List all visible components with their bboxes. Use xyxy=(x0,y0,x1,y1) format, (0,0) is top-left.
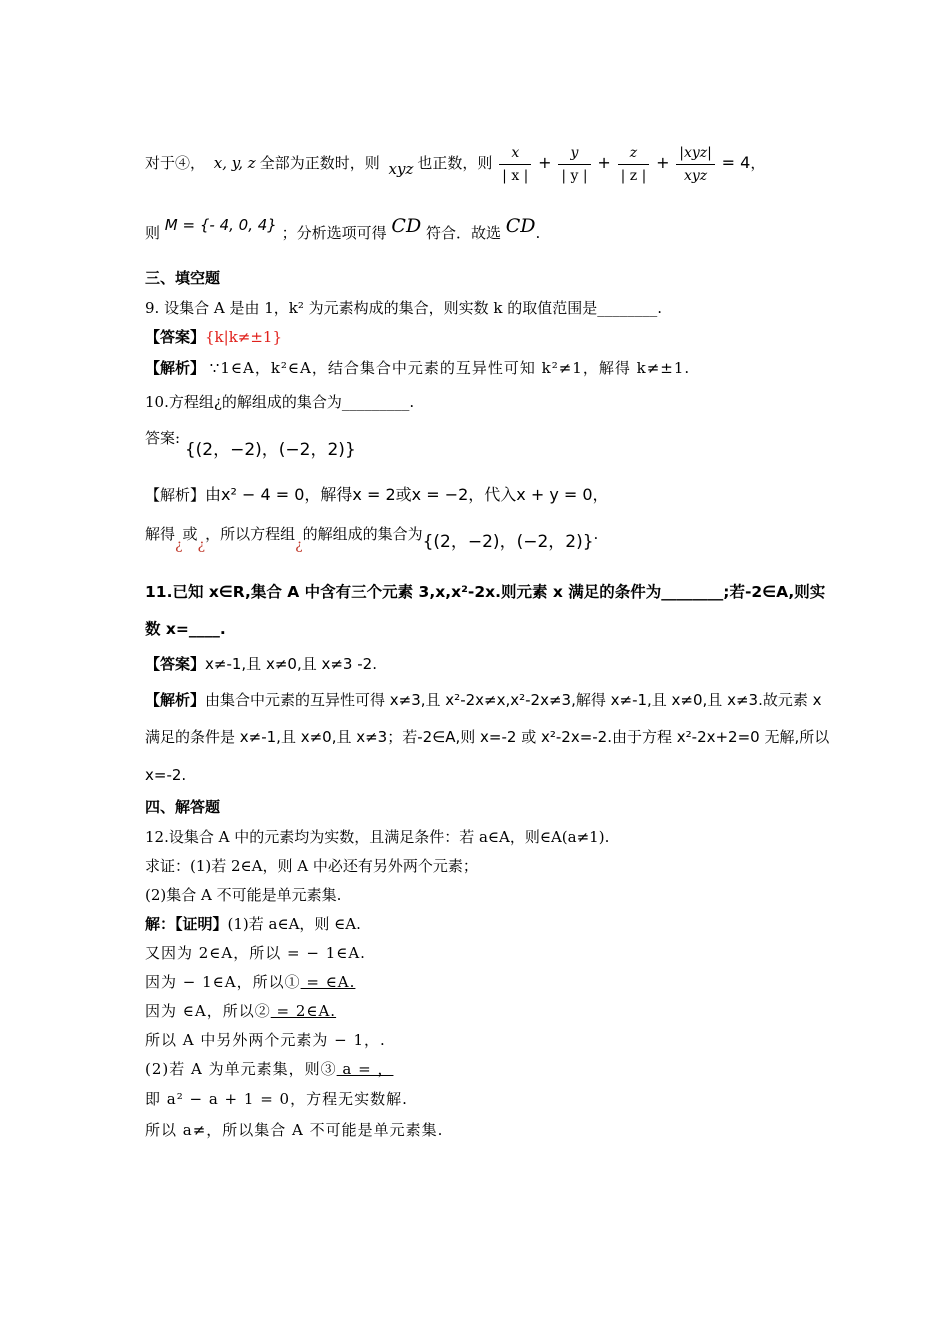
q12-l7-underline: = 2∈A. xyxy=(270,1002,337,1020)
q10-qmark: ¿ xyxy=(197,537,206,553)
q10-qmark: ¿ xyxy=(295,537,303,553)
fraction-xyz: $\frac{\text{|xyz|}}{\text{xyz}}$ xyxy=(676,142,715,187)
q10-l2c: ，所以方程组 xyxy=(205,525,296,543)
q10-l2a: 解得 xyxy=(145,525,176,543)
q12-l4-text: (1)若 a∈A，则 ∈A. xyxy=(227,915,361,933)
section-4-title: 四、解答题 xyxy=(145,798,221,816)
q12-l7 xyxy=(145,1001,336,1021)
blockM-prefix: 则 xyxy=(145,224,161,242)
q10-analysis-text: 由x² − 4 = 0，解得x = 2或x = −2，代入x + y = 0， xyxy=(205,485,609,504)
q11-analysis2: 满足的条件是 x≠-1,且 x≠0,且 x≠3；若-2∈A,则 x=-2 或 x²-2x=-2.由于方程 x²-2x+2=0 无解,所以 xyxy=(145,728,830,746)
q10-l2d: 的解组成的集合为 xyxy=(302,525,423,543)
q9-analysis-text: ∵1∈A，k²∈A，结合集合中元素的互异性可知 k²≠1，解得 k≠±1. xyxy=(209,359,691,377)
q12-l3: (2)集合 A 不可能是单元素集. xyxy=(145,886,342,904)
block4-vars: x, y, z xyxy=(213,154,256,172)
block4-mid: 全部为正数时，则 xyxy=(259,154,380,172)
q11-analysis-text1: 由集合中元素的互异性可得 x≠3,且 x²-2x≠x,x²-2x≠3,解得 x≠-1,且 x≠0,且 x≠3.故元素 x xyxy=(205,691,822,709)
q11-answer xyxy=(145,654,377,674)
q12-l11: 所以 a≠，所以集合 A 不可能是单元素集. xyxy=(145,1121,444,1139)
q9-answer-label: 【答案】 xyxy=(145,328,206,346)
q9-analysis xyxy=(145,358,690,378)
q10-qmark: ¿ xyxy=(175,537,183,553)
q12-l5: 又因为 2∈A，所以 = − 1∈A. xyxy=(145,944,366,962)
blockM-mid: ；分析选项可得 xyxy=(281,224,387,242)
q12-l9-text: (2)若 A 为单元素集，则③ xyxy=(145,1060,337,1078)
q12-l1: 12.设集合 A 中的元素均为实数，且满足条件：若 a∈A，则∈A(a≠1). xyxy=(145,828,610,846)
q11-answer-value: x≠-1,且 x≠0,且 x≠3 -2. xyxy=(205,655,377,673)
block4-eq: = 4 xyxy=(721,153,751,172)
block4-xyz: xyz xyxy=(388,160,414,178)
fraction-x: $\frac{x}{| x |}$ xyxy=(499,142,531,187)
q10-answer xyxy=(145,428,356,460)
q12-l6 xyxy=(145,972,355,992)
fraction-z: $\frac{z}{| z |}$ xyxy=(618,142,650,187)
q12-l9-underline: a = ， xyxy=(336,1060,394,1078)
fraction-y: $\frac{y}{| y |}$ xyxy=(558,142,590,187)
q10-analysis-label: 【解析】 xyxy=(145,486,206,504)
q11-line2: 数 x=____. xyxy=(145,620,226,638)
blockM-line xyxy=(145,215,541,243)
q12-l6-text: 因为 − 1∈A，所以① xyxy=(145,973,301,991)
q10-analysis xyxy=(145,485,609,505)
q9-answer-value: {k|k≠±1} xyxy=(205,328,283,346)
blockM-end: . xyxy=(535,224,541,242)
q12-l9 xyxy=(145,1059,393,1079)
q12-l7-text: 因为 ∈A，所以② xyxy=(145,1002,271,1020)
q10-line2-set: {(2，−2)，(−2，2)} xyxy=(422,532,594,552)
blockM-mid2: 符合．故选 xyxy=(425,224,501,242)
block4-prefix: 对于④， xyxy=(145,154,206,172)
q10-l2b: 或 xyxy=(182,525,198,543)
q12-l6-underline: = ∈A. xyxy=(300,973,356,991)
q10-answer-label: 答案: xyxy=(145,429,181,447)
q11-analysis1 xyxy=(145,690,821,710)
q10-answer-set: {(2，−2)，(−2，2)} xyxy=(184,440,356,460)
q12-l8: 所以 A 中另外两个元素为 − 1，. xyxy=(145,1031,386,1049)
blockM-set: M = {- 4, 0, 4} xyxy=(164,216,277,234)
q12-l4 xyxy=(145,914,361,934)
q12-solution-label: 解：【证明】 xyxy=(145,915,228,933)
q9-answer xyxy=(145,327,282,347)
section-3-title: 三、填空题 xyxy=(145,269,221,287)
q12-l2: 求证：(1)若 2∈A，则 A 中必还有另外两个元素； xyxy=(145,857,478,875)
q9-text: 9. 设集合 A 是由 1，k² 为元素构成的集合，则实数 k 的取值范围是________. xyxy=(145,299,663,317)
q10-text: 10.方程组¿的解组成的集合为_________. xyxy=(145,393,415,411)
q11-line1: 11.已知 x∈R,集合 A 中含有三个元素 3,x,x²-2x.则元素 x 满足的条件为________;若-2∈A,则实 xyxy=(145,583,826,601)
q11-analysis-label: 【解析】 xyxy=(145,691,206,709)
q11-answer-label: 【答案】 xyxy=(145,655,206,673)
block4-mid2: 也正数，则 xyxy=(417,154,493,172)
block4-line: 对于④， x, y, z 全部为正数时，则 xyz 也正数，则 $\frac{x}{| x |}$ + $\frac{y}{| y |}$ + $\frac{z}{| z |}$ + $\frac{\text{|xyz|}}{\text{xyz}}$ = 4， xyxy=(145,140,765,187)
q11-analysis3: x=-2. xyxy=(145,766,187,784)
blockM-cd2: CD xyxy=(505,215,536,237)
q9-analysis-label: 【解析】 xyxy=(145,359,206,377)
q10-line2: 解得¿或¿，所以方程组¿的解组成的集合为{(2，−2)，(−2，2)}. xyxy=(145,525,599,553)
blockM-cd1: CD xyxy=(391,215,422,237)
block4-end: ， xyxy=(750,154,766,172)
q12-l10: 即 a² − a + 1 = 0，方程无实数解. xyxy=(145,1090,408,1108)
